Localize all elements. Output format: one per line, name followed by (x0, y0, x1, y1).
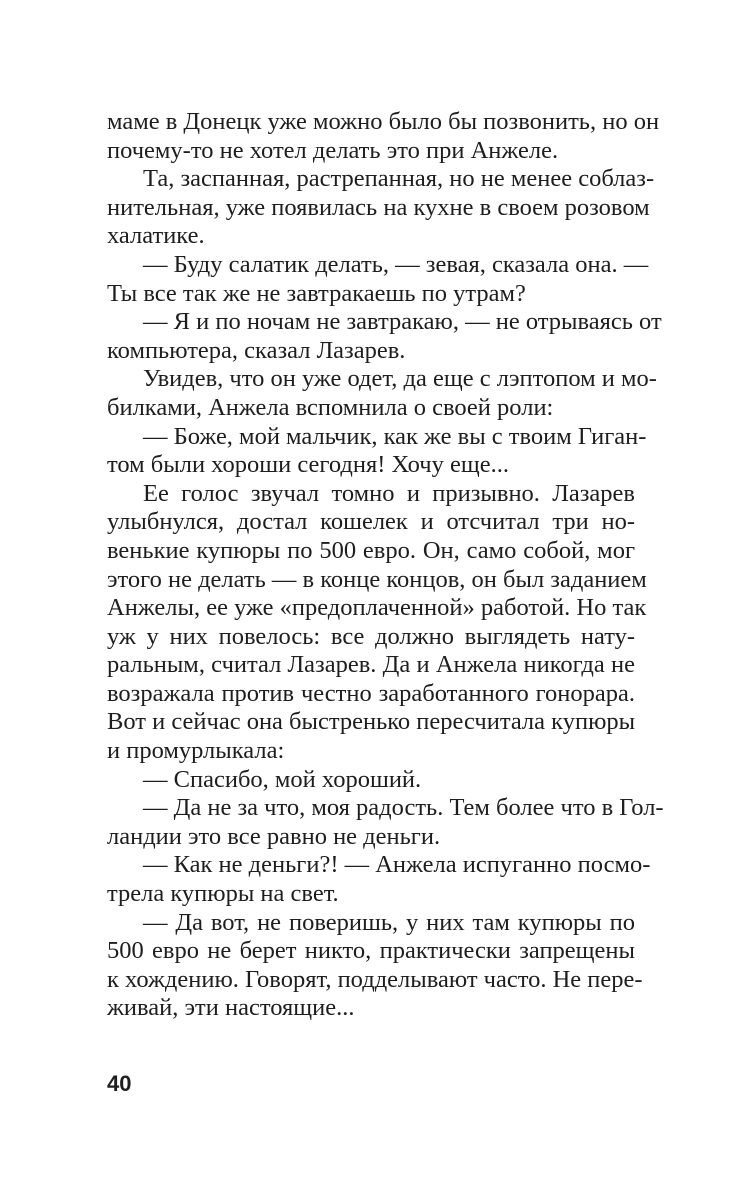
text-line: — Буду салатик делать, — зевая, сказала она. — (143, 250, 649, 278)
body-text (107, 108, 664, 1023)
text-line: уж у них повелось: все должно выглядеть нату- (107, 622, 635, 650)
text-line: и промурлыкала: (107, 737, 285, 765)
text-line: маме в Донецк уже можно было бы позвонить, но он (107, 108, 660, 135)
text-line: — Как не деньги?! — Анжела испуганно посмо- (143, 851, 651, 879)
text-line: халатике. (107, 222, 205, 250)
text-line: Та, заспанная, растрепанная, но не менее соблаз- (143, 165, 655, 193)
text-line: Анжелы, ее уже «предоплаченной» работой. Но так (107, 594, 647, 622)
text-line: Ты все так же не завтракаешь по утрам? (107, 279, 526, 307)
text-line: — Боже, мой мальчик, как же вы с твоим Гиган- (143, 422, 647, 450)
text-line: улыбнулся, достал кошелек и отсчитал три но- (107, 508, 635, 536)
text-line: билками, Анжела вспомнила о своей роли: (107, 393, 554, 421)
text-line: — Спасибо, мой хороший. (143, 765, 422, 793)
text-line: этого не делать — в конце концов, он был заданием (107, 565, 647, 593)
text-line: трела купюры на свет. (107, 880, 339, 908)
text-line: Ее голос звучал томно и призывно. Лазарев (143, 479, 635, 507)
text-line: — Я и по ночам не завтракаю, — не отрываясь от (143, 308, 662, 336)
text-line: венькие купюры по 500 евро. Он, само собой, мог (107, 536, 635, 564)
page-number: 40 (107, 1071, 132, 1096)
text-line: том были хороши сегодня! Хочу еще... (107, 451, 509, 479)
text-line: возражала против честно заработанного гонорара. (107, 679, 635, 707)
text-line: нительная, уже появилась на кухне в своем розовом (107, 193, 650, 221)
text-line: Вот и сейчас она быстренько пересчитала купюры (107, 708, 636, 736)
text-line: 500 евро не берет никто, практически запрещены (107, 937, 635, 965)
text-line: ландии это все равно не деньги. (107, 822, 441, 850)
text-line: Увидев, что он уже одет, да еще с лэптопом и мо- (143, 365, 657, 393)
text-line: живай, эти настоящие... (107, 994, 355, 1022)
text-line: — Да вот, не поверишь, у них там купюры по (143, 908, 635, 936)
text-line: к хождению. Говорят, подделывают часто. Не пере- (107, 965, 643, 993)
text-line: компьютера, сказал Лазарев. (107, 336, 406, 364)
text-line: ральным, считал Лазарев. Да и Анжела никогда не (107, 651, 635, 679)
text-line: почему-то не хотел делать это при Анжеле. (107, 136, 559, 164)
text-line: — Да не за что, моя радость. Тем более что в Гол- (143, 794, 664, 822)
